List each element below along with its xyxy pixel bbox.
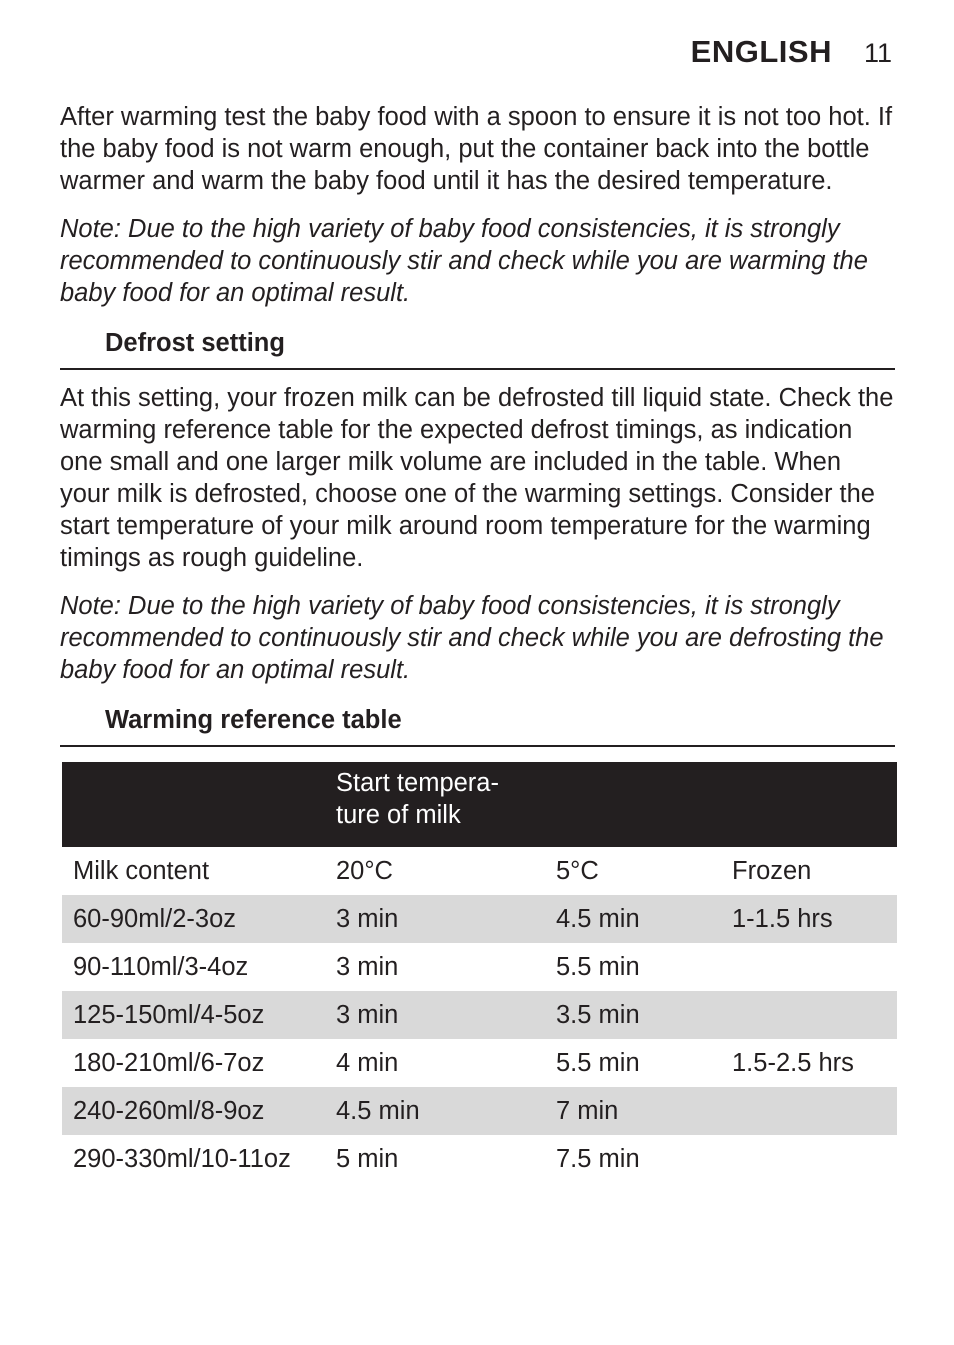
- table-cell: 180-210ml/6-7oz: [73, 1049, 265, 1077]
- table-cell: [732, 1087, 897, 1135]
- page-header: [691, 34, 892, 70]
- table-cell: [732, 943, 897, 991]
- table-cell: [732, 991, 897, 1039]
- defrost-section-header: [60, 327, 895, 370]
- defrost-paragraph: At this setting, your frozen milk can be defrosted till liquid state. Check the warming reference table for the expected defrost timings, as indication one small and one larger milk volume are included in the table. When your milk is defrosted, choose one of the warming settings. Consider the start temperature of your milk around room temperature for the warming timings as rough guideline.: [60, 384, 894, 572]
- table-heading: Warming reference table: [105, 706, 402, 734]
- table-cell: 5.5 min: [556, 1049, 640, 1077]
- intro-note: Note: Due to the high variety of baby food consistencies, it is strongly recommended to continuously stir and check while you are warming the baby food for an optimal result.: [60, 215, 868, 307]
- page-content: [60, 101, 895, 1183]
- table-cell: 90-110ml/3-4oz: [73, 953, 249, 981]
- table-cell: [732, 1135, 897, 1183]
- table-cell: 5 min: [336, 1145, 399, 1173]
- start-temperature-line-2: ture of milk: [336, 801, 461, 829]
- table-row: [62, 895, 897, 943]
- table-cell: 3 min: [336, 905, 399, 933]
- table-cell: Frozen: [732, 857, 812, 885]
- table-cell: 240-260ml/8-9oz: [73, 1097, 265, 1125]
- header-cell: [732, 762, 897, 847]
- table-row: [62, 1039, 897, 1087]
- table-cell: 1.5-2.5 hrs: [732, 1049, 854, 1077]
- header-cell-start-temperature: [336, 762, 556, 847]
- table-cell: 4.5 min: [556, 905, 640, 933]
- defrost-note: Note: Due to the high variety of baby food consistencies, it is strongly recommended to continuously stir and check while you are defrosting the baby food for an optimal result.: [60, 592, 884, 684]
- table-row: [62, 991, 897, 1039]
- table-cell: 1-1.5 hrs: [732, 905, 833, 933]
- table-cell: 7.5 min: [556, 1145, 640, 1173]
- table-row: [62, 1135, 897, 1183]
- header-cell: [62, 762, 336, 847]
- table-cell: 60-90ml/2-3oz: [73, 905, 236, 933]
- table-cell: 5.5 min: [556, 953, 640, 981]
- table-cell: 5°C: [556, 857, 599, 885]
- header-cell: [556, 762, 732, 847]
- table-cell: 4 min: [336, 1049, 399, 1077]
- table-cell: 3.5 min: [556, 1001, 640, 1029]
- page-number: 11: [863, 38, 892, 68]
- start-temperature-line-1: Start tempera-: [336, 769, 499, 797]
- warming-reference-table: [62, 762, 897, 1183]
- intro-paragraph: After warming test the baby food with a spoon to ensure it is not too hot. If the baby food is not warm enough, put the container back into the bottle warmer and warm the baby food until it has the desired temperature.: [60, 103, 893, 195]
- table-cell: 4.5 min: [336, 1097, 420, 1125]
- table-cell: 20°C: [336, 857, 393, 885]
- table-row: [62, 943, 897, 991]
- table-cell: 7 min: [556, 1097, 619, 1125]
- table-cell: 3 min: [336, 1001, 399, 1029]
- table-row: [62, 847, 897, 895]
- defrost-heading: Defrost setting: [105, 329, 285, 357]
- language-label: ENGLISH: [690, 34, 832, 69]
- table-header-row: [62, 762, 897, 847]
- table-section-header: [60, 704, 895, 747]
- table-cell: Milk content: [73, 857, 210, 885]
- table-cell: 290-330ml/10-11oz: [73, 1145, 291, 1173]
- table-cell: 3 min: [336, 953, 399, 981]
- table-cell: 125-150ml/4-5oz: [73, 1001, 265, 1029]
- table-row: [62, 1087, 897, 1135]
- table-body: [62, 847, 897, 1183]
